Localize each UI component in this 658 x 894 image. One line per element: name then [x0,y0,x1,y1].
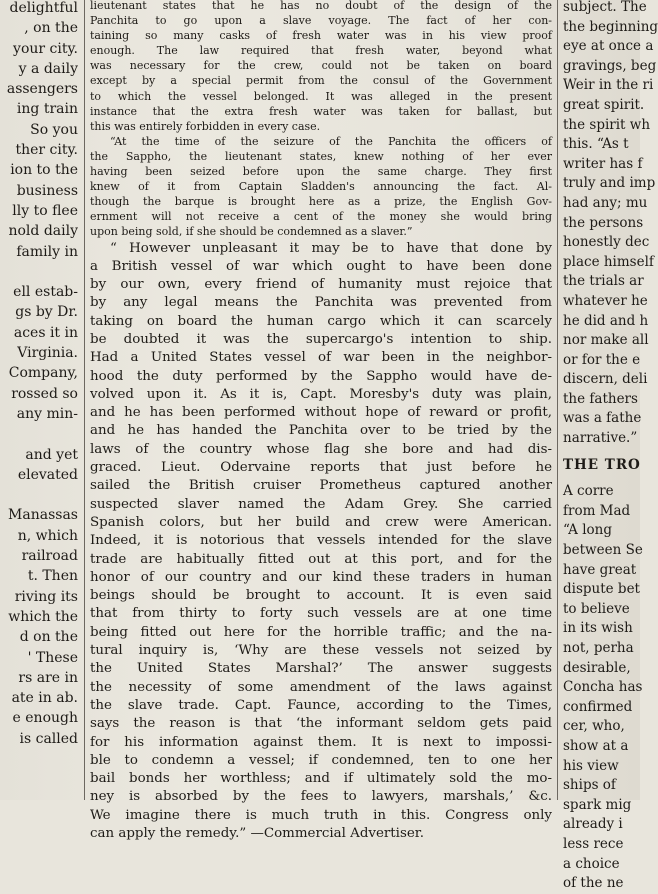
text-line: taining so many casks of fresh water was in his view proof [90,29,552,43]
text-line: desirable, [563,659,631,676]
text-line: hood the duty performed by the Sappho would have de- [90,368,552,384]
text-line: knew of it from Captain Sladden's announcing the fact. Al- [90,180,552,194]
text-line: graced. Lieut. Odervaine reports that just before he [90,460,552,476]
text-line: eye at once a [563,38,654,55]
text-line: a choice [563,855,620,872]
text-line: he did and h [563,312,649,329]
text-line: says the reason is that ‘the informant seldom gets paid [90,716,552,732]
text-line: whatever he [563,292,648,309]
text-line: delightful [9,0,78,16]
text-line: tural inquiry is, ‘Why are these vessels not seized by [90,643,552,659]
text-line: being fitted out here for the horrible traffic; and the na- [90,624,552,640]
text-line: narrative.” [563,430,638,447]
text-line: Manassas [8,507,78,524]
text-line: rs are in [18,669,78,686]
text-line: and he has been performed without hope of reward or profit, [90,405,552,421]
text-line: nor make all [563,332,649,349]
text-line: cer, who, [563,718,625,735]
text-line: or for the e [563,351,641,368]
text-line: honestly dec [563,234,650,251]
text-line: bail bonds her worthless; and if ultimately sold the mo- [90,771,552,787]
text-line: gravings, beg [563,57,657,74]
column-rule-left [84,0,85,800]
text-line: the fathers [563,390,638,407]
text-line: the necessity of some amendment of the laws against [90,679,552,695]
text-line: can apply the remedy.” —Commercial Advertiser. [90,826,424,841]
text-line: ate in ab. [11,690,78,707]
text-line: y a daily [18,60,78,77]
text-line: aces it in [13,324,78,341]
left-column [0,0,78,800]
text-line: Panchita to go upon a slave voyage. The fact of her con- [90,14,552,28]
text-line: his view [563,757,619,774]
text-line: a British vessel of war which ought to have been done [90,258,552,274]
text-line: ships of [563,777,616,794]
text-line: suspected slaver named the Adam Grey. She carried [90,496,552,512]
text-line: not, perha [563,640,634,656]
text-line: “A long [563,522,612,539]
text-line: nold daily [8,223,78,240]
text-line: between Se [563,542,643,559]
text-line: was necessary for the crew, could not be taken on board [90,59,552,73]
text-line: from Mad [563,502,631,519]
text-line: by any legal means the Panchita was prevented from [90,295,552,311]
text-line: elevated [17,466,78,483]
right-column-review-text [563,0,658,449]
text-line: the beginning [563,18,658,35]
text-line: beings should be brought to account. It is even said [90,588,552,604]
text-line: by our own, every friend of humanity must rejoice that [90,277,552,293]
article-paragraph-lieutenant [90,0,552,134]
text-line: e enough [12,710,78,727]
text-line: So you [30,121,78,138]
text-line: ble to condemn a vessel; if condemned, ten to one her [90,752,552,768]
text-line: instance that the extra fresh water was taken for ballast, but [90,104,552,118]
text-line: place himself [563,253,654,270]
text-line: family in [16,243,78,260]
text-line: discern, deli [563,371,648,388]
text-line: of the ne [563,875,624,892]
text-line: lieutenant states that he has no doubt of the design of the [90,0,552,12]
text-line: ion to the [10,162,78,179]
text-line: d on the [19,629,78,646]
text-line: truly and imp [563,175,656,192]
text-line [0,485,78,505]
text-line: the trials ar [563,273,644,290]
text-line: the persons [563,214,644,231]
text-line: “At the time of the seizure of the Panchita the officers of [110,134,552,148]
text-line: , on the [24,20,78,37]
text-line: was a fathe [563,410,642,427]
right-column [563,0,658,892]
text-line: volved upon it. As it is, Capt. Moresby's duty was plain, [90,386,552,402]
text-line: business [16,182,78,199]
text-line: your city. [13,40,78,57]
text-line: that from thirty to forty such vessels are at one time [90,606,552,622]
text-line: Concha has [563,679,643,696]
section-heading: THE TRO [563,456,641,473]
text-line: lly to flee [12,202,78,219]
text-line: “ However unpleasant it may be to have that done by [110,240,552,256]
text-line: enough. The law required that fresh water, beyond what [90,44,552,58]
text-line: upon being sold, if she should be condemned as a slaver.” [90,225,413,239]
text-line: sailed the British cruiser Prometheus captured another [90,478,552,494]
text-line: less rece [563,835,624,852]
text-line: ney is absorbed by the fees to lawyers, marshals,’ &c. [90,789,552,805]
right-column-news-text [563,482,643,893]
text-line: this was entirely forbidden in every case. [90,119,321,133]
text-line: subject. The [563,0,647,15]
text-line: which the [8,608,78,625]
text-line: assengers [6,81,78,98]
text-line: in its wish [563,620,633,637]
text-line: ' These [27,649,78,666]
text-line: confirmed [563,698,633,715]
text-line: have great [563,561,637,578]
text-line: and he has handed the Panchita over to be tried by the [90,423,552,439]
text-line: this. “As t [563,136,629,153]
text-line: honor of our country and our kind these traders in human [90,569,552,585]
text-line: the slave trade. Capt. Faunce, according to the Times, [90,697,552,713]
text-line: the United States Marshal?’ The answer suggests [90,661,552,677]
text-line: We imagine there is much truth in this. Congress only [90,807,552,823]
text-line: Weir in the ri [563,77,654,94]
text-line: Indeed, it is notorious that vessels intended for the slave [90,533,552,549]
text-line: taking on board the human cargo which it can scarcely [90,313,552,329]
text-line: n, which [17,527,78,544]
text-line: laws of the country whose flag she bore and had dis- [90,441,552,457]
text-line: Company, [8,365,78,382]
text-line: and yet [25,446,78,463]
text-line: though the barque is brought here as a prize, the English Gov- [90,195,552,209]
text-line: dispute bet [563,581,640,598]
text-line: great spirit. [563,96,645,113]
text-line: ell estab- [13,284,78,301]
article-paragraph-seizure [90,134,552,240]
text-line: rossed so [11,385,78,402]
text-line: to which the vessel belonged. It was alleged in the present [90,89,552,103]
text-line: railroad [21,548,78,565]
text-line: except by a special permit from the consul of the Government [90,74,552,88]
text-line: already i [563,816,623,833]
text-line: Virginia. [17,345,78,362]
text-line: having been seized before upon the same charge. They first [90,165,552,179]
text-line: show at a [563,737,629,754]
article-paragraph-editorial [90,240,552,844]
text-line: had any; mu [563,194,648,211]
text-line: A corre [563,483,614,500]
text-line: riving its [14,588,78,605]
text-line: writer has f [563,155,643,172]
text-line [0,424,78,444]
text-line: is called [19,730,78,747]
text-line: gs by Dr. [15,304,78,321]
text-line: the spirit wh [563,116,651,133]
text-line: trade are habitually fitted out at this port, and for the [90,551,552,567]
text-line: ernment will not receive a cent of the money she would bring [90,210,552,224]
text-line: be doubted it was the supercargo's intention to ship. [90,331,552,347]
text-line: to believe [563,600,630,617]
text-line [0,262,78,282]
text-line: ing train [16,101,78,118]
text-line: spark mig [563,796,632,813]
column-rule-right [557,0,558,800]
text-line: for his information against them. It is next to impossi- [90,734,552,750]
text-line: t. Then [27,568,78,585]
text-line: the Sappho, the lieutenant states, knew nothing of her ever [90,149,552,163]
text-line: ther city. [15,142,78,159]
text-line: Had a United States vessel of war been in the neighbor- [90,350,552,366]
text-line: Spanish colors, but her build and crew were American. [90,514,552,530]
text-line: any min- [16,405,78,422]
middle-column-article [90,0,552,841]
